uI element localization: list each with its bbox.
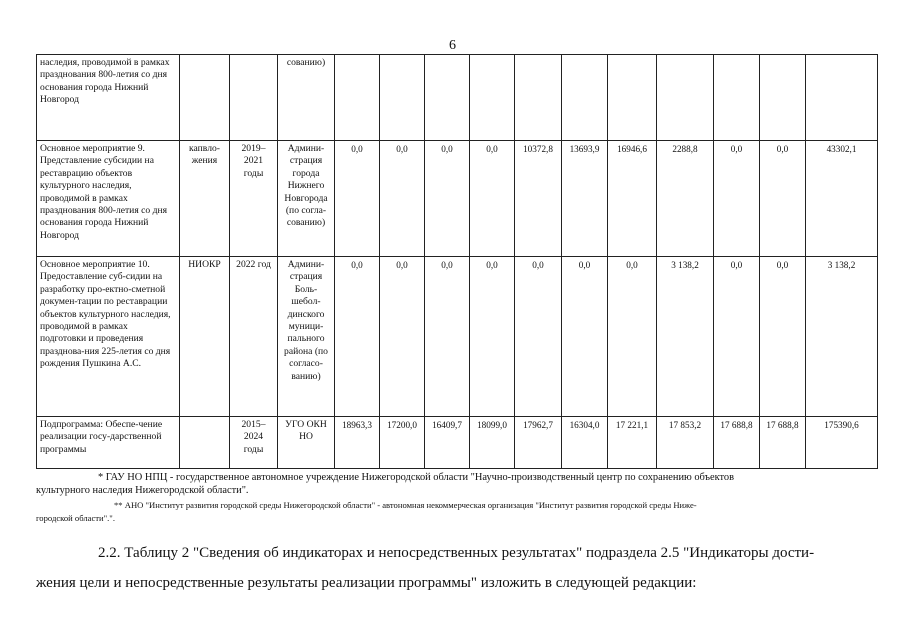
- measure-name-cell: Основное мероприятие 9. Представление субсидии на реставрацию объектов культурного наследия, проводимой в рамках празднования 800-летия со дня основания города Нижний Новгород: [37, 141, 180, 257]
- value-cell: 16946,6: [608, 141, 657, 257]
- measure-name-cell: Основное мероприятие 10. Предоставление суб-сидии на разработку про-ектно-сметной докумен-тации по реставрации объектов культурного наследия, проводимой в рамках подготовки и проведения празднова-ния 225-летия со дня рождения Пушкина А.С.: [37, 257, 180, 417]
- value-cell: 43302,1: [806, 141, 878, 257]
- value-cell: 18963,3: [335, 417, 380, 469]
- cost-type-cell: НИОКР: [180, 257, 230, 417]
- value-cell: 16304,0: [562, 417, 608, 469]
- value-cell: [760, 55, 806, 141]
- value-cell: 0,0: [380, 257, 425, 417]
- value-cell: 0,0: [470, 257, 515, 417]
- value-cell: 0,0: [470, 141, 515, 257]
- value-cell: 0,0: [760, 141, 806, 257]
- value-cell: 0,0: [608, 257, 657, 417]
- body-paragraph: [36, 538, 876, 598]
- value-cell: [806, 55, 878, 141]
- footnote-1: * ГАУ НО НПЦ - государственное автономное учреждение Нижегородской области "Научно-производственный центр по сохранению объектов: [98, 472, 734, 483]
- table-row: [37, 257, 878, 417]
- footnote-2: ** АНО "Институт развития городской среды Нижегородской области" - автономная некоммерческая организация "Институт развития городской среды Ниже-: [114, 500, 697, 510]
- cost-type-cell: [180, 417, 230, 469]
- value-cell: [562, 55, 608, 141]
- executor-cell: Админи-страция города Нижнего Новгорода (по согла-сованию): [278, 141, 335, 257]
- value-cell: 17 688,8: [714, 417, 760, 469]
- footnote-2-cont: городской области".".: [36, 513, 115, 523]
- value-cell: 0,0: [562, 257, 608, 417]
- value-cell: [714, 55, 760, 141]
- executor-cell: УГО ОКН НО: [278, 417, 335, 469]
- value-cell: [515, 55, 562, 141]
- executor-cell: сованию): [278, 55, 335, 141]
- value-cell: [425, 55, 470, 141]
- value-cell: [335, 55, 380, 141]
- value-cell: 0,0: [515, 257, 562, 417]
- value-cell: 3 138,2: [806, 257, 878, 417]
- value-cell: 3 138,2: [657, 257, 714, 417]
- period-cell: [230, 55, 278, 141]
- value-cell: 17962,7: [515, 417, 562, 469]
- value-cell: 17 688,8: [760, 417, 806, 469]
- value-cell: 0,0: [380, 141, 425, 257]
- value-cell: 0,0: [760, 257, 806, 417]
- measure-name-cell: Подпрограмма: Обеспе-чение реализации госу-дарственной программы: [37, 417, 180, 469]
- measure-name-cell: наследия, проводимой в рамках празднования 800-летия со дня основания города Нижний Новгород: [37, 55, 180, 141]
- value-cell: 0,0: [335, 141, 380, 257]
- table-row: [37, 417, 878, 469]
- footnote-1-cont: культурного наследия Нижегородской области".: [36, 485, 249, 496]
- page-number: 6: [449, 38, 456, 53]
- value-cell: 2288,8: [657, 141, 714, 257]
- period-cell: 2022 год: [230, 257, 278, 417]
- value-cell: 0,0: [714, 257, 760, 417]
- value-cell: 17 221,1: [608, 417, 657, 469]
- value-cell: 175390,6: [806, 417, 878, 469]
- executor-cell: Админи-страция Боль-шебол-динского муници-пального района (по согласо-ванию): [278, 257, 335, 417]
- value-cell: 10372,8: [515, 141, 562, 257]
- value-cell: 0,0: [714, 141, 760, 257]
- value-cell: [657, 55, 714, 141]
- value-cell: 0,0: [335, 257, 380, 417]
- program-table: [36, 54, 878, 469]
- value-cell: 16409,7: [425, 417, 470, 469]
- paragraph-line-1: 2.2. Таблицу 2 "Сведения об индикаторах и непосредственных результатах" подраздела 2.5 "Индикаторы дости-: [98, 545, 815, 561]
- cost-type-cell: капвло-жения: [180, 141, 230, 257]
- table-row: [37, 141, 878, 257]
- value-cell: 18099,0: [470, 417, 515, 469]
- period-cell: 2019–2021 годы: [230, 141, 278, 257]
- value-cell: 17 853,2: [657, 417, 714, 469]
- footnotes: [36, 471, 881, 525]
- paragraph-line-2: жения цели и непосредственные результаты реализации программы" изложить в следующей редакции:: [36, 575, 697, 591]
- cost-type-cell: [180, 55, 230, 141]
- value-cell: 0,0: [425, 257, 470, 417]
- value-cell: [470, 55, 515, 141]
- value-cell: 13693,9: [562, 141, 608, 257]
- period-cell: 2015–2024 годы: [230, 417, 278, 469]
- value-cell: [608, 55, 657, 141]
- value-cell: 0,0: [425, 141, 470, 257]
- value-cell: [380, 55, 425, 141]
- value-cell: 17200,0: [380, 417, 425, 469]
- table-row: [37, 55, 878, 141]
